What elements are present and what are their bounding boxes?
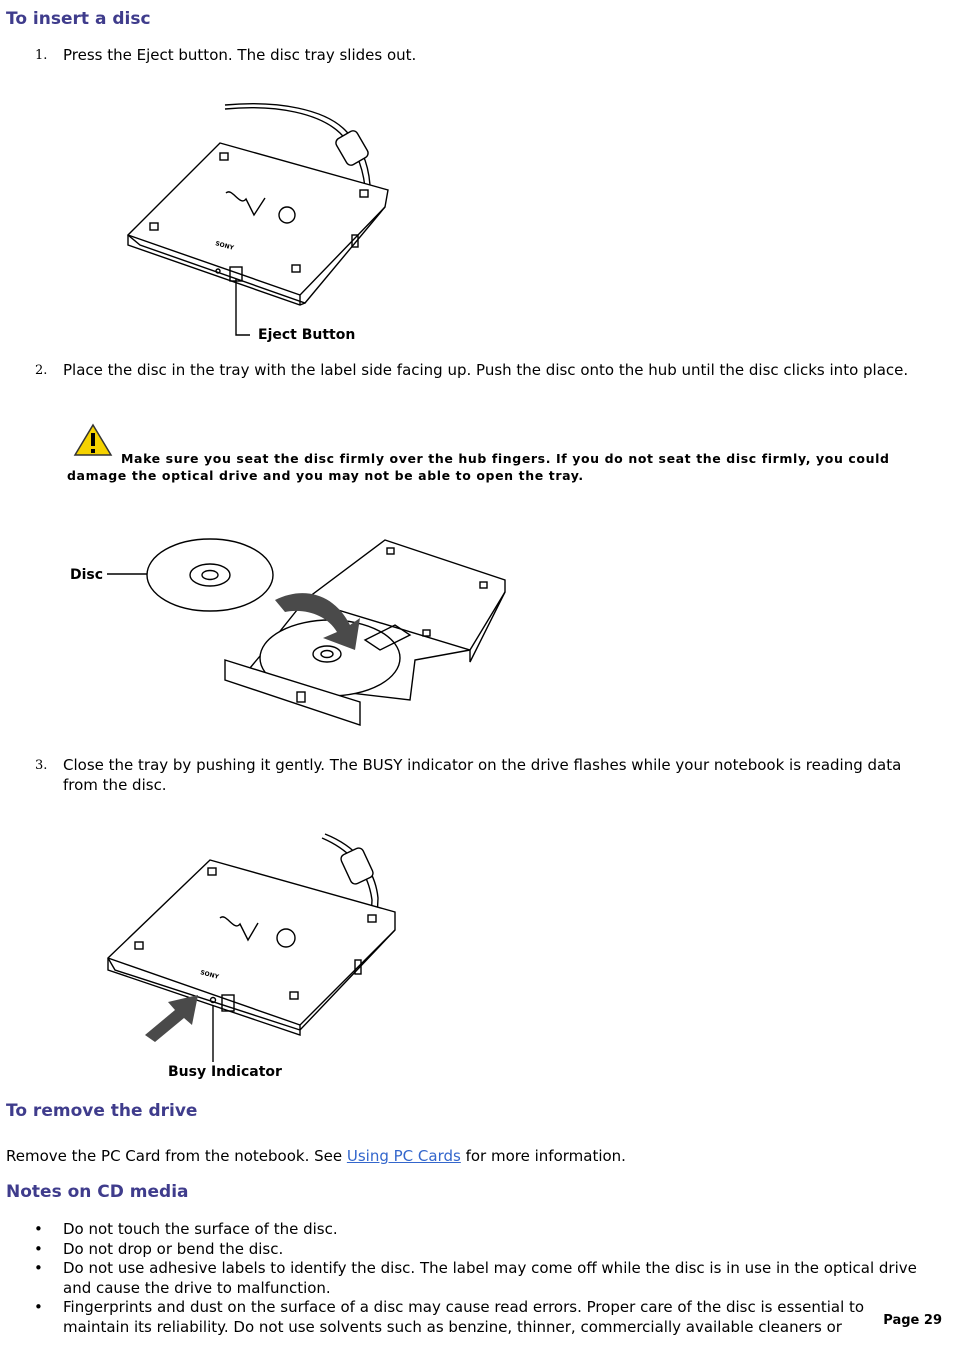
list-item: • Fingerprints and dust on the surface of a disc may cause read errors. Proper care of the disc is essential to maintain its reliability. Do not use solvents such as benzine, thinner, commercially available cleaners or [34,1298,865,1336]
heading-notes-cd-media: Notes on CD media [6,1182,189,1202]
figure-disc-tray [65,530,515,735]
bullet-icon: • [34,1298,43,1316]
bullet-icon: • [34,1259,43,1277]
page-number: Page 29 [883,1313,942,1328]
figure-busy-indicator [100,830,410,1085]
step-number-1: 1. [35,48,48,63]
remove-paragraph: Remove the PC Card from the notebook. See Using PC Cards for more information. [6,1147,626,1165]
link-using-pc-cards[interactable]: Using PC Cards [346,1147,461,1165]
figure-eject-button [120,95,400,350]
bullet-icon: • [34,1239,43,1258]
list-item: • Do not touch the surface of the disc. [34,1220,338,1238]
brand-sony-text-2: SONY [199,969,220,981]
bullet-icon: • [34,1220,43,1238]
step-number-3: 3. [35,758,48,773]
heading-insert-disc: To insert a disc [6,9,151,29]
warning-text: Make sure you seat the disc firmly over the hub fingers. If you do not seat the disc firmly, you could damage the optical drive and you may not be able to open the tray. [67,451,890,483]
brand-sony-text: SONY [214,240,235,252]
list-item: • Do not drop or bend the disc. [34,1239,284,1258]
notes-list [0,1220,930,1337]
label-busy-indicator: Busy Indicator [168,1064,282,1080]
label-eject-button: Eject Button [258,327,356,343]
heading-remove-drive: To remove the drive [6,1101,198,1121]
step-text-3: Close the tray by pushing it gently. The BUSY indicator on the drive flashes while your notebook is reading data from the disc. [63,756,902,794]
step-text-2: Place the disc in the tray with the label side facing up. Push the disc onto the hub until the disc clicks into place. [63,361,909,379]
step-text-1: Press the Eject button. The disc tray slides out. [63,46,417,64]
step-number-2: 2. [35,363,48,378]
list-item: • Do not use adhesive labels to identify the disc. The label may come off while the disc is in use in the optical drive and cause the drive to malfunction. [34,1259,917,1297]
label-disc: Disc [70,567,104,583]
